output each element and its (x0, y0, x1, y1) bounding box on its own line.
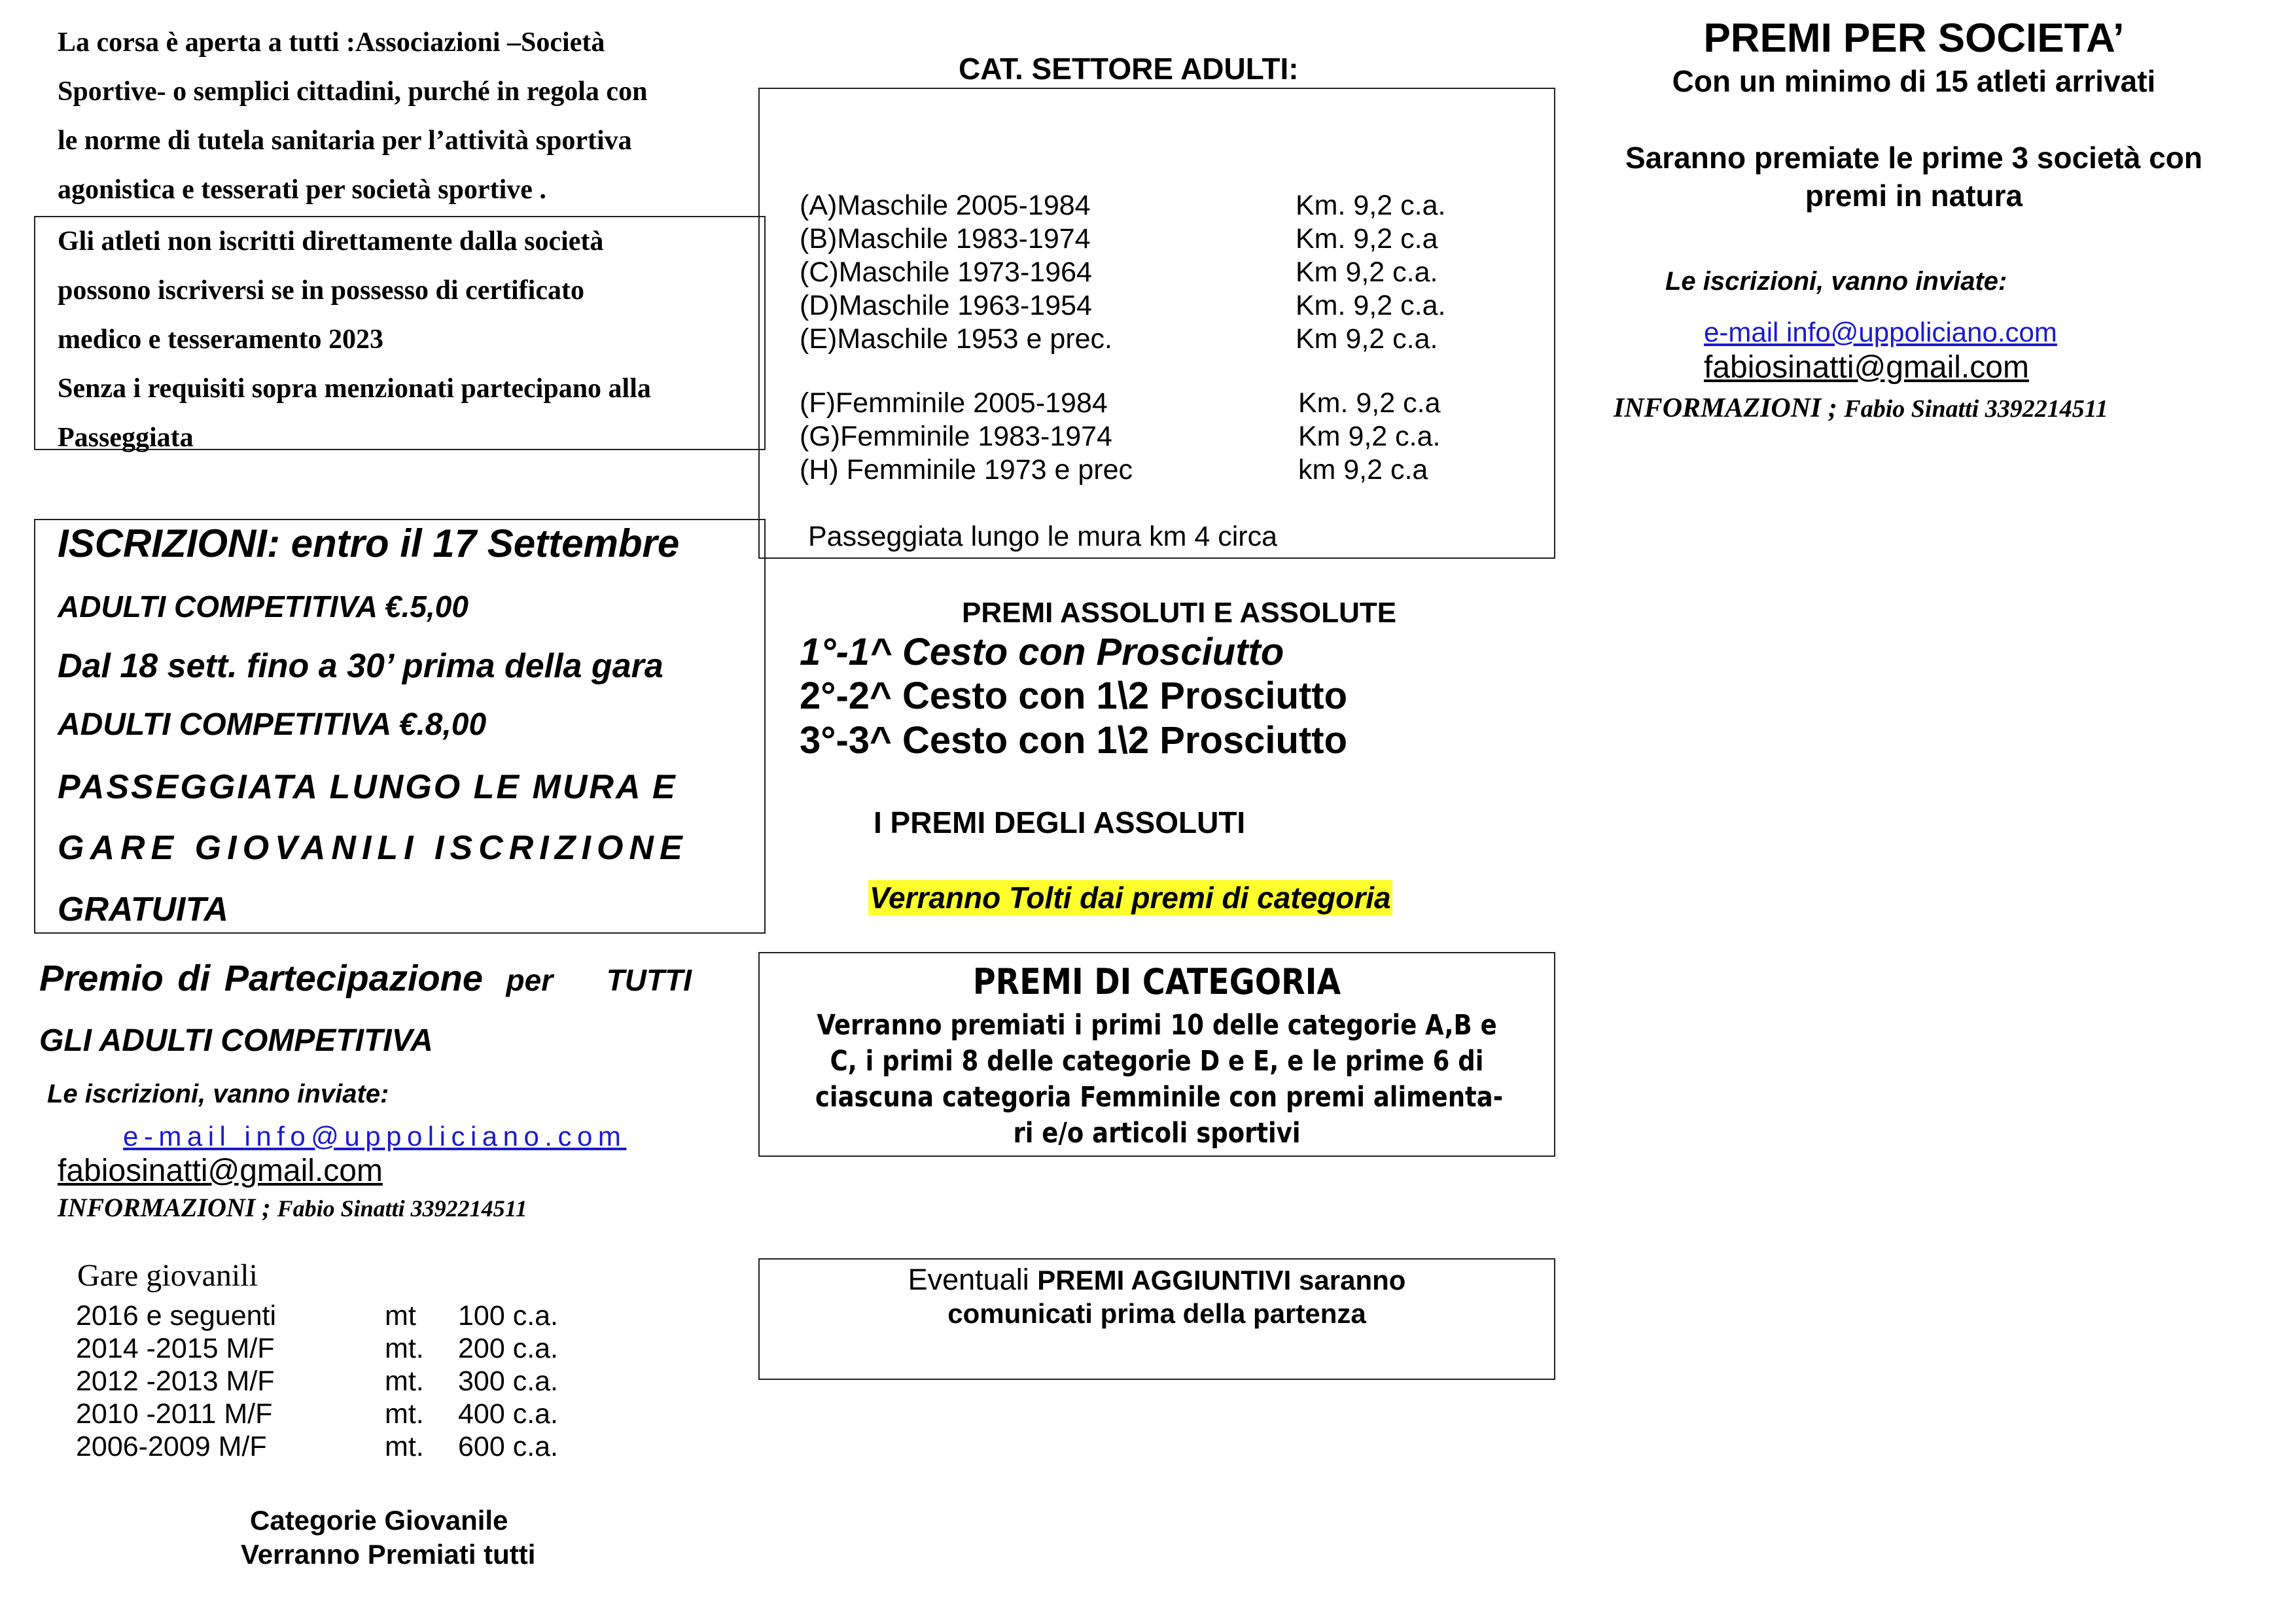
right-iscrizioni-inviate: Le iscrizioni, vanno inviate: (1665, 267, 2007, 296)
gare-giovanili-cat: 2006-2009 M/F (76, 1431, 267, 1462)
premi-degli-assoluti: I PREMI DEGLI ASSOLUTI (874, 805, 1246, 839)
premio-assoluto-2: 2°-2^ Cesto con 1\2 Prosciutto (800, 675, 1348, 717)
intro-paragraph (58, 18, 725, 205)
gare-giovanili-unit: mt. (385, 1398, 424, 1430)
premi-societa-block (1557, 14, 2270, 215)
male-category-km: Km 9,2 c.a. (1296, 256, 1438, 288)
female-category-cat: (G)Femminile 1983-1974 (800, 421, 1112, 452)
gare-giovanili-dist: 400 c.a. (458, 1398, 558, 1430)
iscrizioni-inviate-label: Le iscrizioni, vanno inviate: (47, 1080, 389, 1108)
intro-line: le norme di tutela sanitaria per l’attività sportiva (58, 126, 632, 156)
male-category-cat: (D)Maschile 1963-1954 (800, 290, 1092, 321)
premi-categoria-content (760, 957, 1554, 1152)
male-category-km: Km. 9,2 c.a (1296, 223, 1438, 255)
informazioni-value: Fabio Sinatti 3392214511 (277, 1195, 527, 1222)
male-category-km: Km 9,2 c.a. (1296, 323, 1438, 355)
email-link-info[interactable]: e-mail info@uppoliciano.com (123, 1121, 627, 1152)
male-category-km: Km. 9,2 c.a. (1296, 190, 1446, 221)
male-category-cat: (E)Maschile 1953 e prec. (800, 323, 1112, 355)
male-category-cat: (B)Maschile 1983-1974 (800, 223, 1091, 255)
intro-line: agonistica e tesserati per società sportive . (58, 175, 546, 205)
gare-giovanili-unit: mt. (385, 1366, 424, 1397)
premio-partecipazione-part3: TUTTI (606, 963, 692, 997)
premio-assoluto-1: 1°-1^ Cesto con Prosciutto (800, 631, 1284, 673)
intro-line: La corsa è aperta a tutti :Associazioni –Società (58, 27, 605, 58)
gare-giovanili-dist: 600 c.a. (458, 1431, 558, 1462)
premio-partecipazione-line2: GLI ADULTI COMPETITIVA (39, 1023, 433, 1058)
iscrizioni-price-1: ADULTI COMPETITIVA €.5,00 (58, 590, 468, 624)
male-category-km: Km. 9,2 c.a. (1296, 290, 1446, 321)
iscrizioni-gare-giovanili: GARE GIOVANILI ISCRIZIONE (58, 829, 688, 867)
premio-partecipazione-part1: Premio di Partecipazione (39, 957, 483, 998)
categorie-giovanile-footer: Categorie Giovanile (250, 1505, 508, 1536)
premi-categoria-line: ri e/o articoli sportivi (1013, 1117, 1301, 1150)
premi-aggiuntivi-line1 (760, 1263, 1554, 1297)
premio-partecipazione (39, 957, 692, 999)
premi-assoluti-title: PREMI ASSOLUTI E ASSOLUTE (962, 597, 1397, 629)
premi-societa-subtitle: Con un minimo di 15 atleti arrivati (1672, 64, 2156, 98)
gare-giovanili-cat: 2010 -2011 M/F (76, 1398, 273, 1430)
gare-giovanili-cat: 2014 -2015 M/F (76, 1333, 275, 1364)
female-category-km: Km 9,2 c.a. (1298, 421, 1441, 452)
premi-societa-title: PREMI PER SOCIETA’ (1703, 16, 2125, 61)
right-informazioni-contact (1614, 393, 2108, 424)
gare-giovanili-unit: mt (385, 1300, 416, 1331)
premi-aggiuntivi-content (760, 1263, 1554, 1330)
email-fabiosinatti[interactable]: fabiosinatti@gmail.com (58, 1154, 383, 1188)
gare-giovanili-cat: 2012 -2013 M/F (76, 1366, 275, 1397)
gare-giovanili-title: Gare giovanili (77, 1258, 258, 1293)
notice-line: Passeggiata (58, 423, 194, 453)
right-informazioni-value: Fabio Sinatti 3392214511 (1844, 395, 2108, 423)
notice-line: possono iscriversi se in possesso di certificato (58, 275, 584, 306)
premi-aggiuntivi-line2: comunicati prima della partenza (947, 1298, 1366, 1329)
male-category-cat: (A)Maschile 2005-1984 (800, 190, 1091, 221)
premi-categoria-line: C, i primi 8 delle categorie D e E, e le prime 6 di (830, 1045, 1484, 1078)
premi-societa-line2: premi in natura (1805, 179, 2023, 213)
notice-line: medico e tesseramento 2023 (58, 325, 384, 355)
iscrizioni-late-note: Dal 18 sett. fino a 30’ prima della gara (58, 647, 663, 685)
female-category-cat: (H) Femminile 1973 e prec (800, 454, 1133, 485)
gare-giovanili-unit: mt. (385, 1431, 424, 1462)
right-informazioni-label: INFORMAZIONI ; (1614, 393, 1837, 423)
female-category-km: Km. 9,2 c.a (1298, 387, 1441, 419)
gare-giovanili-cat: 2016 e seguenti (76, 1300, 277, 1331)
female-category-cat: (F)Femminile 2005-1984 (800, 387, 1108, 419)
premi-aggiuntivi-bold: PREMI AGGIUNTIVI saranno (1037, 1265, 1406, 1296)
premi-categoria-title: PREMI DI CATEGORIA (972, 961, 1341, 1002)
premio-assoluto-3: 3°-3^ Cesto con 1\2 Prosciutto (800, 719, 1348, 762)
gare-giovanili-dist: 300 c.a. (458, 1366, 558, 1397)
passeggiata-note: Passeggiata lungo le mura km 4 circa (808, 521, 1278, 552)
notice-line: Gli atleti non iscritti direttamente dalla società (58, 226, 604, 256)
premi-societa-line1: Saranno premiate le prime 3 società con (1625, 141, 2202, 175)
iscrizioni-gratuita: GRATUITA (58, 890, 228, 928)
premi-categoria-line: ciascuna categoria Femminile con premi alimenta- (815, 1081, 1504, 1114)
gare-giovanili-dist: 100 c.a. (458, 1300, 558, 1331)
informazioni-label: INFORMAZIONI ; (58, 1193, 271, 1222)
verranno-tolti-highlight: Verranno Tolti dai premi di categoria (870, 881, 1391, 915)
informazioni-contact (58, 1192, 527, 1223)
iscrizioni-passeggiata: PASSEGGIATA LUNGO LE MURA E (58, 768, 677, 806)
female-category-km: km 9,2 c.a (1298, 454, 1428, 485)
notice-line: Senza i requisiti sopra menzionati partecipano alla (58, 374, 651, 404)
premio-partecipazione-part2: per (506, 963, 554, 997)
cat-settore-title: CAT. SETTORE ADULTI: (959, 52, 1299, 86)
intro-line: Sportive- o semplici cittadini, purché in regola con (58, 77, 648, 107)
premi-categoria-line: Verranno premiati i primi 10 delle categorie A,B e (817, 1009, 1497, 1042)
right-email-link-info[interactable]: e-mail info@uppoliciano.com (1704, 317, 2057, 347)
premiati-tutti-footer: Verranno Premiati tutti (241, 1539, 536, 1570)
gare-giovanili-unit: mt. (385, 1333, 424, 1364)
premi-aggiuntivi-prefix: Eventuali (908, 1263, 1038, 1296)
iscrizioni-price-2: ADULTI COMPETITIVA €.8,00 (58, 707, 487, 742)
gare-giovanili-dist: 200 c.a. (458, 1333, 558, 1364)
iscrizioni-title: ISCRIZIONI: entro il 17 Settembre (58, 521, 680, 565)
male-category-cat: (C)Maschile 1973-1964 (800, 256, 1092, 288)
right-email-fabiosinatti[interactable]: fabiosinatti@gmail.com (1704, 350, 2029, 385)
